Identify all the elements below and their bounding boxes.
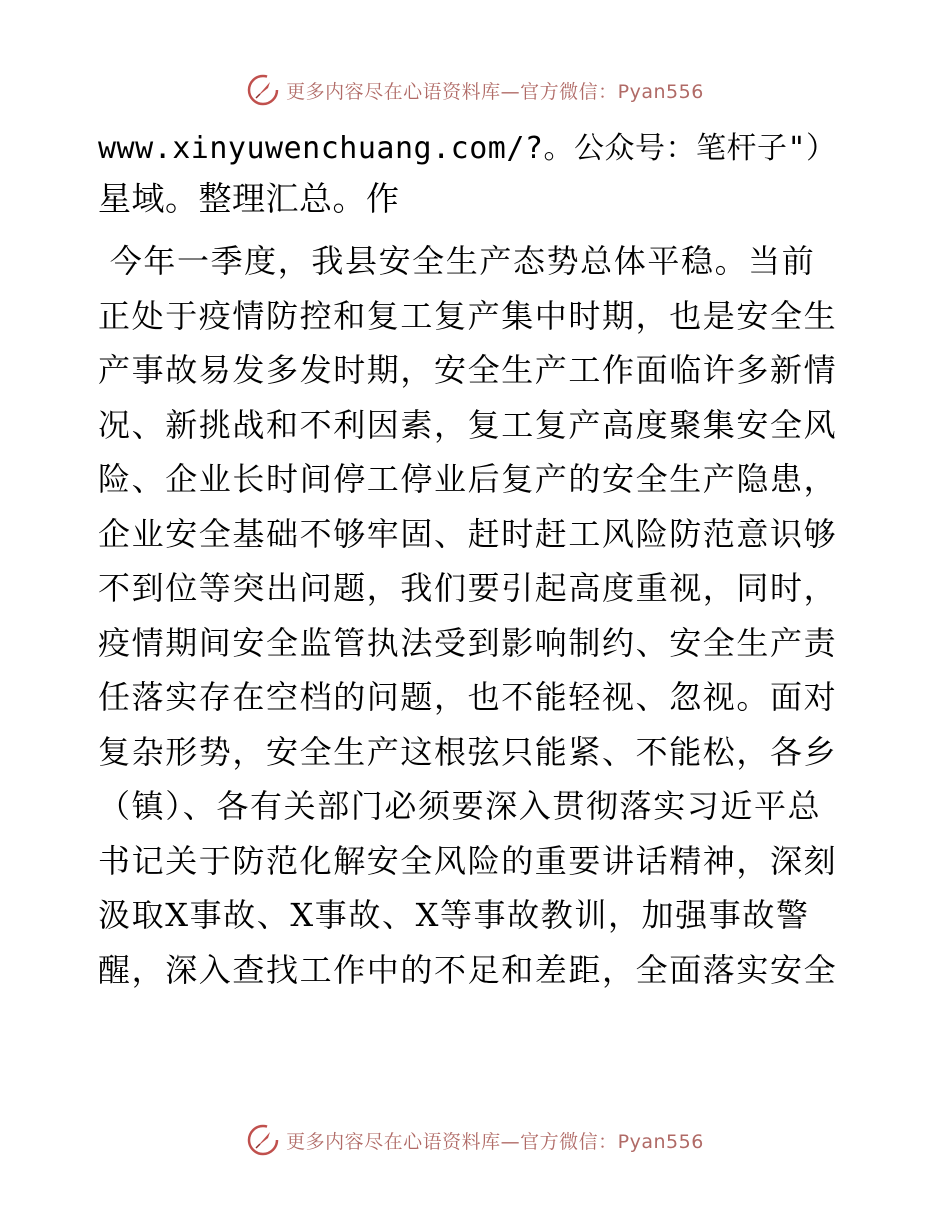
feather-pen-logo-icon: [246, 73, 280, 107]
paragraph-line: （镇）、各有关部门必须要深入贯彻落实习近平总: [98, 787, 822, 825]
paragraph-line: 书记关于防范化解安全风险的重要讲话精神，深刻: [98, 841, 838, 880]
paragraph-line: 任落实存在空档的问题，也不能轻视、忽视。面对: [98, 678, 838, 716]
header-line-2: 星域。整理汇总。作: [98, 179, 400, 218]
feather-pen-logo-icon: [246, 1123, 280, 1157]
paragraph-line: 不到位等突出问题，我们要引起高度重视，同时，: [98, 569, 838, 607]
paragraph-line: 企业安全基础不够牢固、赶时赶工风险防范意识够: [98, 514, 838, 553]
banner-text: 更多内容尽在心语资料库—官方微信：Pyan556: [286, 80, 704, 103]
banner-text: 更多内容尽在心语资料库—官方微信：Pyan556: [286, 1130, 704, 1153]
paragraph-line: 今年一季度，我县安全生产态势总体平稳。当前: [98, 242, 816, 280]
paragraph-line: 复杂形势，安全生产这根弦只能紧、不能松，各乡: [98, 732, 838, 771]
body-paragraph: [98, 234, 858, 997]
document-body: [98, 124, 858, 997]
bottom-watermark-banner: [0, 1118, 950, 1162]
paragraph-line: 险、企业长时间停工停业后复产的安全生产隐患，: [98, 460, 838, 498]
header-line-1: www.xinyuwenchuang.com/?。公众号：笔杆子"）: [98, 131, 837, 166]
paragraph-line: 疫情期间安全监管执法受到影响制约、安全生产责: [98, 623, 838, 662]
paragraph-line: 产事故易发多发时期，安全生产工作面临许多新情: [98, 351, 838, 389]
paragraph-line: 醒，深入查找工作中的不足和差距，全面落实安全: [98, 950, 838, 989]
paragraph-line: 况、新挑战和不利因素，复工复产高度聚集安全风: [98, 405, 838, 444]
paragraph-line: 正处于疫情防控和复工复产集中时期，也是安全生: [98, 296, 838, 335]
top-watermark-banner: [0, 68, 950, 112]
paragraph-line: 汲取X事故、X事故、X等事故教训，加强事故警: [98, 896, 810, 934]
